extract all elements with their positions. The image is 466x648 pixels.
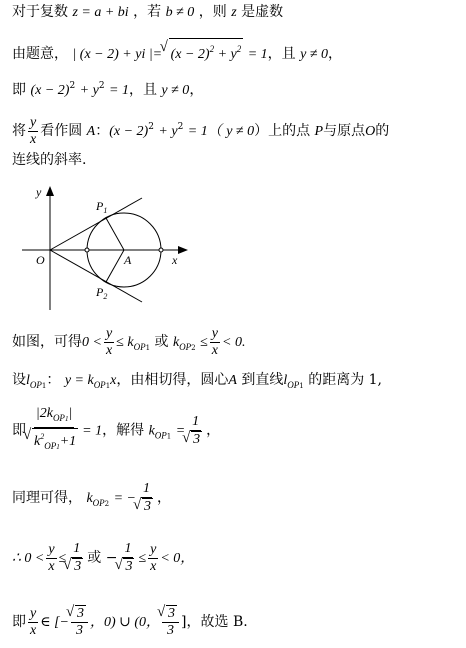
solution-line-3: 即 $(x - 2)^2 + y^2 = 1$，且 y ≠ 0， xyxy=(12,81,204,98)
numerator: y xyxy=(105,325,113,341)
text: ： xyxy=(46,372,61,388)
math: = 1 xyxy=(109,83,129,98)
fraction xyxy=(46,542,56,575)
math-expression: = 1 xyxy=(247,47,268,62)
math-expression: z xyxy=(231,5,237,20)
geometry-figure xyxy=(20,182,200,314)
text: ，且 xyxy=(128,82,157,98)
math: + y xyxy=(79,83,99,98)
fraction xyxy=(71,605,88,639)
text: ，且 xyxy=(267,46,296,62)
solution-line-5 xyxy=(12,150,86,170)
math: y ≠ 0 xyxy=(161,83,190,98)
text: 即 xyxy=(12,614,26,630)
numerator: 1 xyxy=(143,481,150,496)
solution-line-1 xyxy=(12,2,283,23)
denominator: 3 xyxy=(75,623,83,638)
text: 由题意， xyxy=(12,46,68,62)
math-expression: b ≠ 0 xyxy=(165,5,195,20)
numerator: 1 xyxy=(124,541,132,556)
math: x xyxy=(110,373,117,388)
subscript: OP xyxy=(154,430,167,441)
text: 将 xyxy=(12,123,26,139)
point-right xyxy=(159,248,163,252)
numerator: y xyxy=(211,325,218,341)
denominator: √ 3 xyxy=(68,558,85,575)
label-y: y xyxy=(36,185,42,199)
numerator: 1 xyxy=(73,541,81,556)
denominator: x xyxy=(48,558,55,574)
text: ， xyxy=(189,82,204,98)
x-axis-arrow xyxy=(178,246,188,254)
text: ： xyxy=(95,123,110,139)
text: ）上的点 xyxy=(254,123,311,139)
solution-line-2 xyxy=(12,38,342,65)
math: = xyxy=(175,423,186,439)
solution-line-4: 将 $\frac{y}{x}$ 看作圆 A：$(x - 2)^2 + y^2 = 1$（ y ≠ 0）上的点 P与原点O的 xyxy=(12,114,390,147)
label-O: O xyxy=(36,253,45,267)
numerator: √ 3 xyxy=(71,605,88,623)
text: 如图，可得 xyxy=(12,334,82,350)
solution-line-10 xyxy=(12,538,194,579)
text: ， xyxy=(328,46,343,62)
radius-AP1 xyxy=(106,218,124,250)
math: k xyxy=(86,491,93,506)
text: ]，故选 B. xyxy=(181,614,248,630)
subscript: OP xyxy=(287,380,300,390)
denominator: √ 3 xyxy=(138,498,155,515)
math: ≤ k xyxy=(116,335,134,350)
denominator: x xyxy=(211,342,218,358)
numerator: $|2k_{OP1}|$ xyxy=(34,406,74,428)
math: + y xyxy=(217,47,237,62)
math: y = k xyxy=(64,373,94,388)
fraction xyxy=(104,326,114,359)
subscript: OP xyxy=(93,380,106,390)
denominator: x xyxy=(150,558,157,574)
math: l xyxy=(26,373,30,388)
text: 同理可得， xyxy=(12,490,82,506)
fraction xyxy=(162,605,179,639)
label-P2: $P_2$ xyxy=(96,285,108,301)
math: 0 < xyxy=(82,335,102,350)
fraction xyxy=(28,606,38,639)
fraction xyxy=(210,326,220,359)
math-expression: | (x − 2) + yi |= xyxy=(72,47,163,62)
solution-line-7: 设$l_{OP1}$： $y = k_{OP1}x$，由相切得，圆心A 到直线$l_{OP1}$ 的距离为 1, xyxy=(12,372,383,390)
denominator: 3 xyxy=(167,623,175,638)
math: ，0) ∪ (0， xyxy=(89,615,161,630)
numerator: y xyxy=(30,605,37,621)
math: + y xyxy=(158,124,178,139)
numerator: √ 3 xyxy=(162,605,179,623)
text: 设 xyxy=(12,372,26,388)
math: A xyxy=(86,124,96,139)
denominator: x xyxy=(105,342,113,358)
math: (x − 2) xyxy=(30,83,70,98)
text: ，由相切得，圆心 xyxy=(116,372,229,388)
label-A: A xyxy=(124,253,132,267)
fraction xyxy=(119,541,136,575)
denominator: √ $k^2_{OP1}+1$ xyxy=(28,428,80,455)
math: (x − 2) xyxy=(109,124,149,139)
math: k xyxy=(148,423,155,439)
subscript: OP xyxy=(133,342,146,352)
fraction xyxy=(148,542,158,575)
text: ，若 xyxy=(133,4,162,20)
fraction xyxy=(187,414,204,448)
math: A xyxy=(228,373,237,388)
math: < 0. xyxy=(222,335,246,350)
text: 或 xyxy=(154,334,169,350)
distance-fraction xyxy=(28,406,80,455)
denominator: √ 3 xyxy=(119,558,136,575)
denominator: x xyxy=(30,622,37,638)
text: 连线的斜率. xyxy=(12,152,87,168)
text: 即 xyxy=(12,82,26,98)
fraction xyxy=(138,481,155,515)
text: 是虚数 xyxy=(241,4,284,20)
numerator: y xyxy=(48,541,55,557)
fraction xyxy=(68,541,85,575)
subscript: OP xyxy=(179,342,192,352)
math: y ≠ 0 xyxy=(226,124,255,139)
solution-line-6: 如图，可得0 < $\frac{y}{x}$ ≤ $k_{OP1}$ 或 $k_{OP2}$ ≤ $\frac{y}{x}$ < 0. xyxy=(12,325,246,358)
fraction xyxy=(28,115,38,148)
math: = 1 xyxy=(82,423,103,439)
text: 即 xyxy=(12,422,26,439)
sqrt-expression: √ $(x - 2)^2 + y^2$ xyxy=(169,38,244,65)
text: 的距离为 1, xyxy=(308,372,383,388)
math: ∴ 0 < xyxy=(12,551,45,566)
text: ， xyxy=(157,490,171,506)
text: 与原点 xyxy=(323,123,366,139)
text: 或 − xyxy=(87,550,118,566)
label-P1: $P_1$ xyxy=(96,199,108,215)
text: ， xyxy=(206,422,221,439)
numerator: y xyxy=(30,114,37,130)
math: (x − 2) xyxy=(170,47,210,62)
math: P xyxy=(314,124,324,139)
math: k xyxy=(172,335,180,350)
math: ≤ xyxy=(200,335,208,350)
math-expression: y ≠ 0 xyxy=(300,47,329,62)
denominator: √ 3 xyxy=(187,431,204,448)
solution-line-8: 即 $|2k_{OP1}|$ √ $k^2_{OP1}+1$ = 1，解得 $k_{OP1}$ = 1 √ 3 ， xyxy=(12,406,220,461)
text: 到直线 xyxy=(241,372,284,388)
text: ，则 xyxy=(198,4,227,20)
math: < 0， xyxy=(160,551,195,566)
y-axis-arrow xyxy=(46,186,54,196)
math: l xyxy=(283,373,288,388)
denominator: x xyxy=(30,131,37,147)
subscript: OP xyxy=(29,380,42,390)
numerator: 1 xyxy=(192,413,200,429)
math: ≤ xyxy=(138,551,147,566)
label-x: x xyxy=(172,253,178,267)
text: 对于复数 xyxy=(12,4,68,20)
text: 看作圆 xyxy=(40,123,83,139)
solution-line-9: 同理可得， $k_{OP2}$ = − 1 √ 3 ， xyxy=(12,478,171,524)
radius-AP2 xyxy=(106,250,124,282)
numerator: y xyxy=(150,541,157,557)
math: = 1（ xyxy=(187,124,222,139)
text: 的 xyxy=(375,123,390,139)
math: ∈ [− xyxy=(40,615,69,630)
math: = − xyxy=(113,491,136,506)
math-expression: z = a + bi xyxy=(72,5,129,20)
point-left xyxy=(85,248,89,252)
math: O xyxy=(365,124,376,139)
solution-line-11 xyxy=(12,600,248,645)
math: ≤ xyxy=(58,551,67,566)
text: ，解得 xyxy=(102,422,145,439)
subscript: OP xyxy=(92,498,105,508)
